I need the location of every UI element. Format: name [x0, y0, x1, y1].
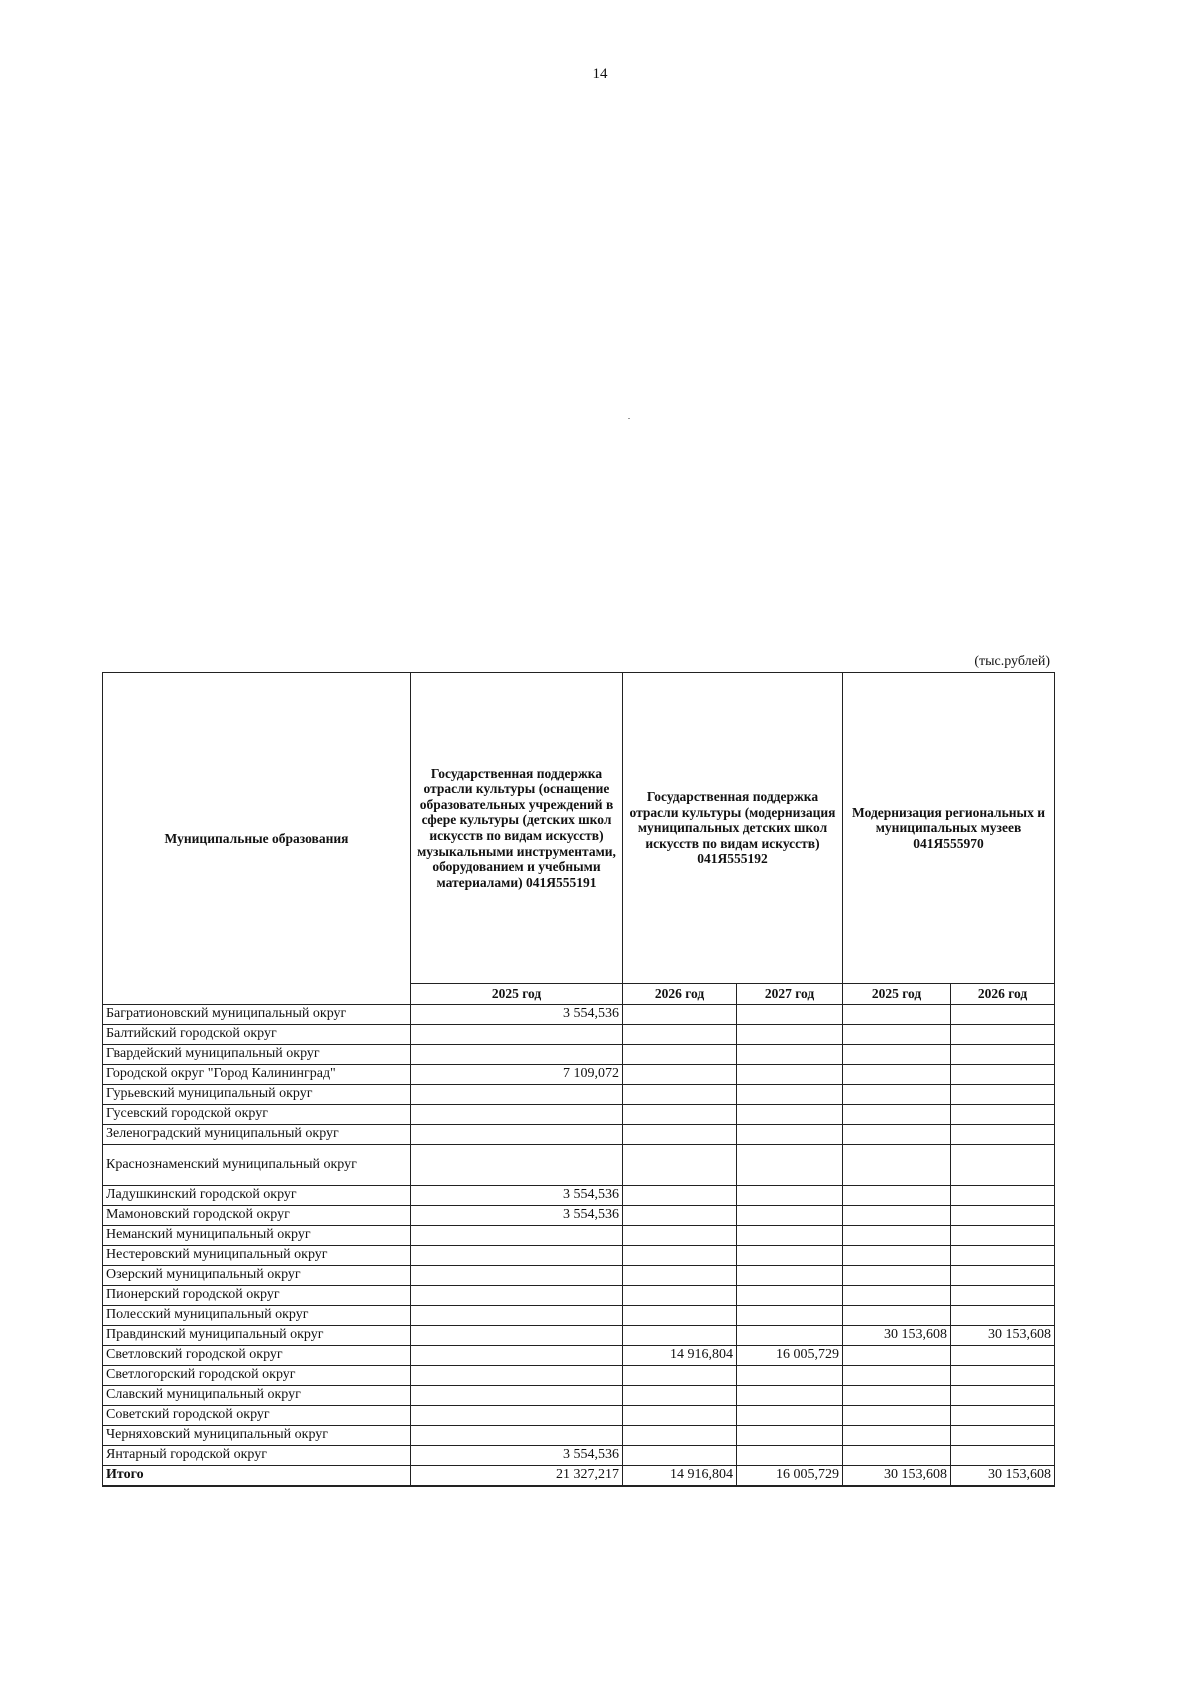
value-cell: [843, 1085, 951, 1105]
value-cell: [623, 1065, 737, 1085]
year-header: 2026 год: [623, 984, 737, 1005]
value-cell: [737, 1266, 843, 1286]
value-cell: 3 554,536: [411, 1206, 623, 1226]
value-cell: [843, 1386, 951, 1406]
value-cell: [951, 1025, 1055, 1045]
header-museum-modernization: Модернизация региональных и муниципальных музеев 041Я555970: [843, 673, 1055, 984]
municipality-name: Ладушкинский городской округ: [103, 1186, 411, 1206]
value-cell: [411, 1406, 623, 1426]
value-cell: [843, 1426, 951, 1446]
table-row: [103, 1266, 1055, 1286]
value-cell: [843, 1346, 951, 1366]
value-cell: [951, 1206, 1055, 1226]
value-cell: [737, 1045, 843, 1065]
table-row: [103, 1065, 1055, 1085]
table-row: [103, 1246, 1055, 1266]
value-cell: [951, 1065, 1055, 1085]
value-cell: [951, 1246, 1055, 1266]
value-cell: [411, 1125, 623, 1145]
total-row: [103, 1466, 1055, 1487]
value-cell: [843, 1246, 951, 1266]
total-value: 16 005,729: [737, 1466, 843, 1487]
value-cell: [737, 1206, 843, 1226]
municipality-name: Нестеровский муниципальный округ: [103, 1246, 411, 1266]
value-cell: [951, 1085, 1055, 1105]
total-label: Итого: [103, 1466, 411, 1487]
value-cell: [737, 1386, 843, 1406]
value-cell: [951, 1186, 1055, 1206]
value-cell: [737, 1186, 843, 1206]
budget-table: [102, 672, 1055, 1487]
value-cell: [951, 1125, 1055, 1145]
value-cell: [843, 1366, 951, 1386]
table-row: [103, 1206, 1055, 1226]
value-cell: [737, 1065, 843, 1085]
value-cell: [737, 1446, 843, 1466]
header-municipalities: Муниципальные образования: [103, 673, 411, 1005]
value-cell: [623, 1105, 737, 1125]
value-cell: [411, 1286, 623, 1306]
value-cell: [737, 1406, 843, 1426]
municipality-name: Советский городской округ: [103, 1406, 411, 1426]
value-cell: [411, 1346, 623, 1366]
header-art-school-modernization: Государственная поддержка отрасли культуры (модернизация муниципальных детских школ искусств по видам искусств) 041Я555192: [623, 673, 843, 984]
value-cell: [623, 1145, 737, 1186]
value-cell: [623, 1406, 737, 1426]
value-cell: [623, 1266, 737, 1286]
value-cell: [623, 1085, 737, 1105]
value-cell: [623, 1446, 737, 1466]
total-value: 14 916,804: [623, 1466, 737, 1487]
year-header: 2025 год: [411, 984, 623, 1005]
value-cell: [843, 1005, 951, 1025]
value-cell: [737, 1145, 843, 1186]
municipality-name: Мамоновский городской округ: [103, 1206, 411, 1226]
table-row: [103, 1346, 1055, 1366]
value-cell: [623, 1186, 737, 1206]
total-value: 21 327,217: [411, 1466, 623, 1487]
value-cell: [411, 1085, 623, 1105]
value-cell: [951, 1145, 1055, 1186]
municipality-name: Неманский муниципальный округ: [103, 1226, 411, 1246]
municipality-name: Краснознаменский муниципальный округ: [103, 1145, 411, 1186]
total-value: 30 153,608: [951, 1466, 1055, 1487]
value-cell: [843, 1226, 951, 1246]
value-cell: [843, 1105, 951, 1125]
value-cell: [411, 1326, 623, 1346]
value-cell: [951, 1386, 1055, 1406]
year-header: 2026 год: [951, 984, 1055, 1005]
municipality-name: Зеленоградский муниципальный округ: [103, 1125, 411, 1145]
value-cell: [737, 1426, 843, 1446]
table-row: [103, 1446, 1055, 1466]
value-cell: [411, 1426, 623, 1446]
municipality-name: Светлогорский городской округ: [103, 1366, 411, 1386]
table-row: [103, 1005, 1055, 1025]
value-cell: 7 109,072: [411, 1065, 623, 1085]
value-cell: [951, 1446, 1055, 1466]
value-cell: [623, 1326, 737, 1346]
value-cell: [951, 1105, 1055, 1125]
value-cell: [951, 1045, 1055, 1065]
table-row: [103, 1186, 1055, 1206]
value-cell: [951, 1286, 1055, 1306]
year-header: 2025 год: [843, 984, 951, 1005]
value-cell: [411, 1045, 623, 1065]
value-cell: [411, 1366, 623, 1386]
value-cell: [411, 1226, 623, 1246]
value-cell: 16 005,729: [737, 1346, 843, 1366]
value-cell: 3 554,536: [411, 1446, 623, 1466]
value-cell: [951, 1306, 1055, 1326]
value-cell: [623, 1045, 737, 1065]
value-cell: [737, 1326, 843, 1346]
value-cell: 30 153,608: [843, 1326, 951, 1346]
value-cell: [623, 1005, 737, 1025]
value-cell: [623, 1125, 737, 1145]
value-cell: [623, 1025, 737, 1045]
value-cell: [411, 1246, 623, 1266]
table-row: [103, 1286, 1055, 1306]
value-cell: [843, 1145, 951, 1186]
value-cell: [951, 1346, 1055, 1366]
municipality-name: Багратионовский муниципальный округ: [103, 1005, 411, 1025]
municipality-name: Озерский муниципальный округ: [103, 1266, 411, 1286]
value-cell: [623, 1366, 737, 1386]
value-cell: [737, 1085, 843, 1105]
value-cell: [951, 1406, 1055, 1426]
table-row: [103, 1105, 1055, 1125]
value-cell: [411, 1266, 623, 1286]
value-cell: [843, 1206, 951, 1226]
value-cell: [623, 1286, 737, 1306]
value-cell: [623, 1226, 737, 1246]
value-cell: [843, 1125, 951, 1145]
value-cell: [951, 1005, 1055, 1025]
value-cell: [843, 1045, 951, 1065]
municipality-name: Светловский городской округ: [103, 1346, 411, 1366]
value-cell: [623, 1206, 737, 1226]
municipality-name: Янтарный городской округ: [103, 1446, 411, 1466]
value-cell: [737, 1025, 843, 1045]
value-cell: 30 153,608: [951, 1326, 1055, 1346]
table-row: [103, 1085, 1055, 1105]
value-cell: 3 554,536: [411, 1005, 623, 1025]
value-cell: 3 554,536: [411, 1186, 623, 1206]
table-row: [103, 1366, 1055, 1386]
municipality-name: Славский муниципальный округ: [103, 1386, 411, 1406]
value-cell: [951, 1366, 1055, 1386]
year-header: 2027 год: [737, 984, 843, 1005]
table-row: [103, 1386, 1055, 1406]
value-cell: [737, 1125, 843, 1145]
value-cell: [623, 1386, 737, 1406]
value-cell: [951, 1426, 1055, 1446]
value-cell: [411, 1306, 623, 1326]
municipality-name: Пионерский городской округ: [103, 1286, 411, 1306]
value-cell: [737, 1226, 843, 1246]
value-cell: [737, 1246, 843, 1266]
value-cell: [843, 1065, 951, 1085]
value-cell: [737, 1005, 843, 1025]
header-art-school-equipment: Государственная поддержка отрасли культуры (оснащение образовательных учреждений в сфере культуры (детских школ искусств по видам искусств) музыкальными инструментами, оборудованием и учебными материалами) 041Я555191: [411, 673, 623, 984]
scan-speck: [628, 418, 630, 419]
page-number: 14: [592, 66, 608, 82]
value-cell: [411, 1145, 623, 1186]
municipality-name: Гусевский городской округ: [103, 1105, 411, 1125]
table-row: [103, 1145, 1055, 1186]
value-cell: [843, 1186, 951, 1206]
municipality-name: Городской округ "Город Калининград": [103, 1065, 411, 1085]
table-row: [103, 1125, 1055, 1145]
value-cell: [623, 1306, 737, 1326]
table-row: [103, 1045, 1055, 1065]
municipality-name: Полесский муниципальный округ: [103, 1306, 411, 1326]
value-cell: [843, 1025, 951, 1045]
value-cell: [623, 1246, 737, 1266]
total-value: 30 153,608: [843, 1466, 951, 1487]
municipality-name: Балтийский городской округ: [103, 1025, 411, 1045]
value-cell: [843, 1406, 951, 1426]
value-cell: [843, 1446, 951, 1466]
value-cell: [843, 1286, 951, 1306]
table-row: [103, 1406, 1055, 1426]
municipality-name: Правдинский муниципальный округ: [103, 1326, 411, 1346]
value-cell: 14 916,804: [623, 1346, 737, 1366]
value-cell: [737, 1366, 843, 1386]
value-cell: [737, 1105, 843, 1125]
value-cell: [951, 1226, 1055, 1246]
table-row: [103, 1025, 1055, 1045]
municipality-name: Гурьевский муниципальный округ: [103, 1085, 411, 1105]
table-row: [103, 1426, 1055, 1446]
table-row: [103, 1306, 1055, 1326]
value-cell: [411, 1105, 623, 1125]
value-cell: [737, 1306, 843, 1326]
value-cell: [411, 1025, 623, 1045]
table-row: [103, 1226, 1055, 1246]
value-cell: [737, 1286, 843, 1306]
value-cell: [843, 1306, 951, 1326]
value-cell: [623, 1426, 737, 1446]
table-row: [103, 1326, 1055, 1346]
value-cell: [411, 1386, 623, 1406]
units-label: (тыс.рублей): [974, 654, 1050, 669]
value-cell: [843, 1266, 951, 1286]
value-cell: [951, 1266, 1055, 1286]
municipality-name: Черняховский муниципальный округ: [103, 1426, 411, 1446]
municipality-name: Гвардейский муниципальный округ: [103, 1045, 411, 1065]
